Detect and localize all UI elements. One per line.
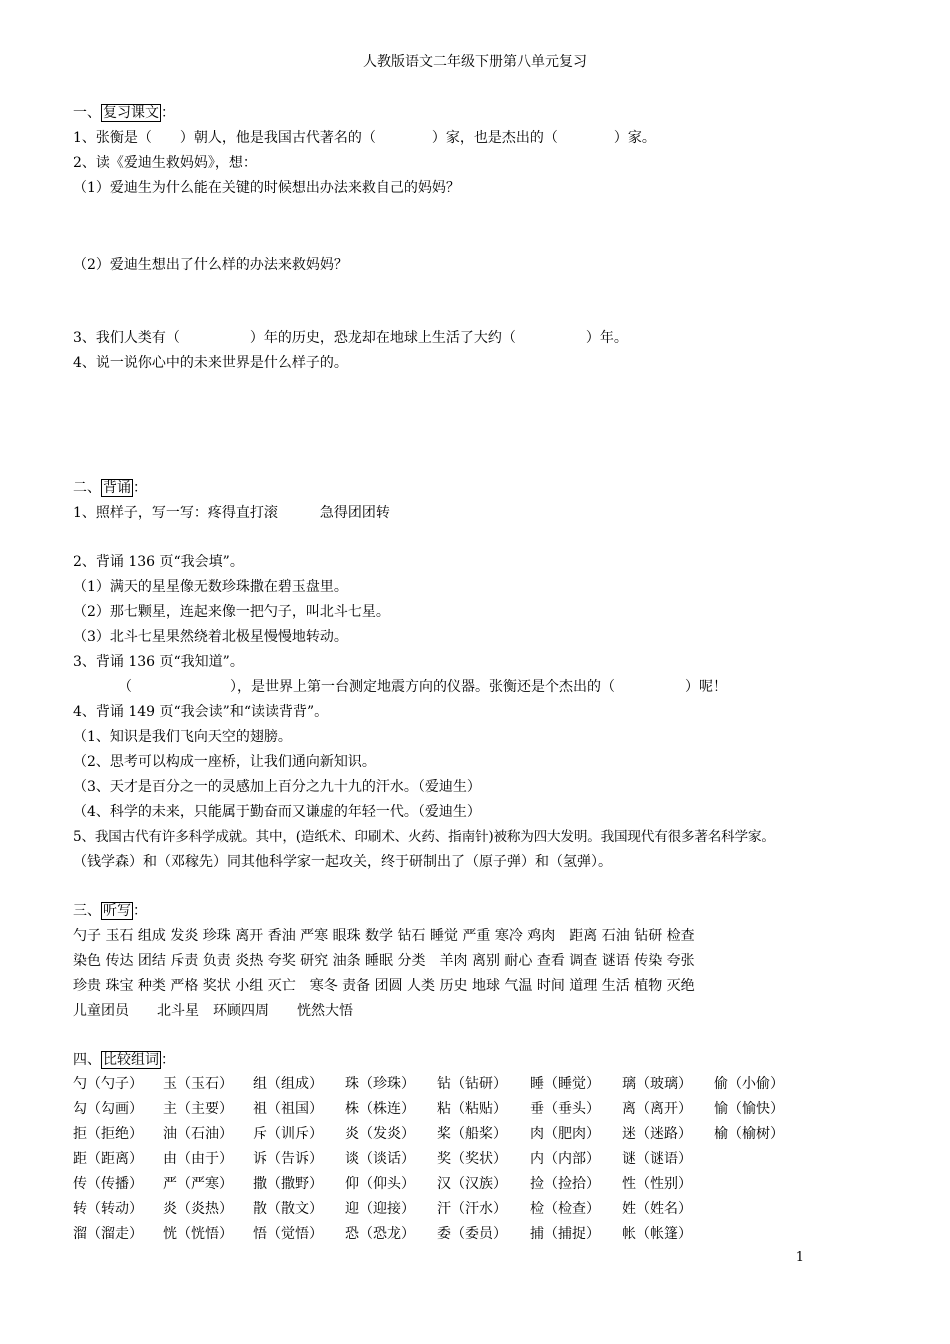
compare-cell: 溜（溜走）	[73, 1225, 143, 1242]
s3-word-row-3: 珍贵 珠宝 种类 严格 奖状 小组 灭亡 寒冬 责备 团圆 人类 历史 地球 气温 时间 道理 生活 植物 灭绝	[73, 978, 695, 994]
compare-cell: 散（散文）	[253, 1200, 323, 1217]
compare-cell: 离（离开）	[622, 1100, 692, 1117]
compare-cell: 谈（谈话）	[345, 1150, 415, 1167]
s1-question-3: 3、我们人类有（ ）年的历史，恐龙却在地球上生活了大约（ ）年。	[73, 330, 628, 346]
compare-cell: 检（检查）	[530, 1200, 600, 1217]
s2-line-8: 4、背诵 149 页“我会读”和“读读背背”。	[73, 704, 329, 720]
compare-cell: 性（性别）	[622, 1175, 692, 1192]
s2-line-12: （4、科学的未来，只能属于勤奋而又谦虚的年轻一代。（爱迪生）	[73, 804, 481, 820]
compare-cell: 愉（愉快）	[714, 1100, 784, 1117]
compare-cell: 偷（小偷）	[714, 1075, 784, 1092]
compare-cell: 钻（钻研）	[437, 1075, 507, 1092]
s1-question-1: 1、张衡是（ ）朝人，他是我国古代著名的（ ）家，也是杰出的（ ）家。	[73, 130, 656, 146]
section-1-number: 一、	[73, 105, 101, 121]
section-4-number: 四、	[73, 1052, 101, 1068]
section-3-number: 三、	[73, 903, 101, 919]
page-title: 人教版语文二年级下册第八单元复习	[363, 54, 587, 70]
s2-line-6: 3、背诵 136 页“我知道”。	[73, 654, 244, 670]
compare-cell: 传（传播）	[73, 1175, 143, 1192]
compare-cell: 由（由于）	[163, 1150, 233, 1167]
compare-cell: 斥（训斥）	[253, 1125, 323, 1142]
section-3-heading	[73, 901, 147, 921]
section-2-colon: ：	[133, 480, 147, 496]
compare-cell: 桨（船桨）	[437, 1125, 507, 1142]
compare-cell: 委（委员）	[437, 1225, 507, 1242]
compare-row	[73, 1170, 806, 1195]
s2-line-13: 5、我国古代有许多科学成就。其中，(造纸术、印刷术、火药、指南针)被称为四大发明。我国现代有很多著名科学家。	[73, 829, 775, 845]
section-4-colon: ：	[161, 1052, 175, 1068]
compare-cell: 诉（告诉）	[253, 1150, 323, 1167]
compare-cell: 油（石油）	[163, 1125, 233, 1142]
s2-line-1: 1、照样子，写一写：疼得直打滚 急得团团转	[73, 505, 390, 521]
compare-row	[73, 1095, 806, 1120]
compare-cell: 祖（祖国）	[253, 1100, 323, 1117]
compare-cell: 垂（垂头）	[530, 1100, 600, 1117]
compare-cell: 炎（发炎）	[345, 1125, 415, 1142]
compare-cell: 谜（谜语）	[622, 1150, 692, 1167]
s1-question-2b: （2）爱迪生想出了什么样的办法来救妈妈？	[73, 257, 348, 273]
section-4-heading	[73, 1050, 175, 1070]
compare-cell: 主（主要）	[163, 1100, 233, 1117]
compare-cell: 帐（帐篷）	[622, 1225, 692, 1242]
compare-row	[73, 1070, 806, 1095]
s3-word-row-4: 儿童团员 北斗星 环顾四周 恍然大悟	[73, 1003, 353, 1019]
s1-question-4: 4、说一说你心中的未来世界是什么样子的。	[73, 355, 348, 371]
s2-line-14: （钱学森）和（邓稼先）同其他科学家一起攻关，终于研制出了（原子弹）和（氢弹）。	[73, 854, 612, 870]
s1-question-2a: （1）爱迪生为什么能在关键的时候想出办法来救自己的妈妈？	[73, 180, 460, 196]
s2-line-2: 2、背诵 136 页“我会填”。	[73, 554, 244, 570]
s2-line-7: （ ），是世界上第一台测定地震方向的仪器。张衡还是个杰出的（ ）呢！	[118, 679, 727, 695]
compare-row	[73, 1195, 806, 1220]
compare-cell: 汗（汗水）	[437, 1200, 507, 1217]
section-1-label: 复习课文	[103, 105, 159, 121]
s2-line-4: （2）那七颗星，连起来像一把勺子，叫北斗七星。	[73, 604, 390, 620]
compare-cell: 粘（粘贴）	[437, 1100, 507, 1117]
s2-line-5: （3）北斗七星果然绕着北极星慢慢地转动。	[73, 629, 348, 645]
compare-cell: 悟（觉悟）	[253, 1225, 323, 1242]
compare-cell: 严（严寒）	[163, 1175, 233, 1192]
section-1-colon: ：	[161, 105, 175, 121]
compare-cell: 睡（睡觉）	[530, 1075, 600, 1092]
section-1-heading	[73, 103, 175, 123]
compare-cell: 肉（肥肉）	[530, 1125, 600, 1142]
compare-cell: 恍（恍悟）	[163, 1225, 233, 1242]
s3-word-row-2: 染色 传达 团结 斥责 负责 炎热 夸奖 研究 油条 睡眠 分类 羊肉 离别 耐心 查看 调查 谜语 传染 夸张	[73, 953, 695, 969]
compare-cell: 捡（捡拾）	[530, 1175, 600, 1192]
compare-row	[73, 1145, 806, 1170]
compare-cell: 拒（拒绝）	[73, 1125, 143, 1142]
compare-cell: 榆（榆树）	[714, 1125, 784, 1142]
compare-cell: 撒（撒野）	[253, 1175, 323, 1192]
compare-cell: 株（株连）	[345, 1100, 415, 1117]
compare-cell	[714, 1220, 806, 1245]
compare-cell: 姓（姓名）	[622, 1200, 692, 1217]
compare-cell: 玉（玉石）	[163, 1075, 233, 1092]
compare-cell: 迷（迷路）	[622, 1125, 692, 1142]
compare-cell: 奖（奖状）	[437, 1150, 507, 1167]
compare-cell	[714, 1195, 806, 1220]
compare-words-table	[73, 1070, 806, 1245]
s2-line-3: （1）满天的星星像无数珍珠撒在碧玉盘里。	[73, 579, 348, 595]
compare-cell: 汉（汉族）	[437, 1175, 507, 1192]
compare-row	[73, 1220, 806, 1245]
section-4-label: 比较组词	[103, 1052, 159, 1068]
s1-question-2: 2、读《爱迪生救妈妈》，想：	[73, 155, 257, 171]
section-3-label: 听写	[103, 903, 131, 919]
compare-cell: 内（内部）	[530, 1150, 600, 1167]
s2-line-11: （3、天才是百分之一的灵感加上百分之九十九的汗水。（爱迪生）	[73, 779, 481, 795]
compare-cell: 组（组成）	[253, 1075, 323, 1092]
s3-word-row-1: 勺子 玉石 组成 发炎 珍珠 离开 香油 严寒 眼珠 数学 钻石 睡觉 严重 寒冷 鸡肉 距离 石油 钻研 检查	[73, 928, 695, 944]
s2-line-9: （1、知识是我们飞向天空的翅膀。	[73, 729, 292, 745]
compare-cell: 珠（珍珠）	[345, 1075, 415, 1092]
compare-cell: 勺（勺子）	[73, 1075, 143, 1092]
section-2-number: 二、	[73, 480, 101, 496]
compare-cell	[714, 1145, 806, 1170]
section-2-heading	[73, 478, 147, 498]
compare-cell: 炎（炎热）	[163, 1200, 233, 1217]
compare-cell: 转（转动）	[73, 1200, 143, 1217]
compare-cell: 仰（仰头）	[345, 1175, 415, 1192]
compare-cell: 璃（玻璃）	[622, 1075, 692, 1092]
compare-cell: 捕（捕捉）	[530, 1225, 600, 1242]
compare-cell: 距（距离）	[73, 1150, 143, 1167]
section-3-colon: ：	[133, 903, 147, 919]
compare-cell: 勾（勾画）	[73, 1100, 143, 1117]
page-number: 1	[795, 1250, 804, 1265]
s2-line-10: （2、思考可以构成一座桥，让我们通向新知识。	[73, 754, 376, 770]
compare-cell: 迎（迎接）	[345, 1200, 415, 1217]
compare-cell: 恐（恐龙）	[345, 1225, 415, 1242]
compare-row	[73, 1120, 806, 1145]
section-2-label: 背诵	[103, 480, 131, 496]
compare-cell	[714, 1170, 806, 1195]
